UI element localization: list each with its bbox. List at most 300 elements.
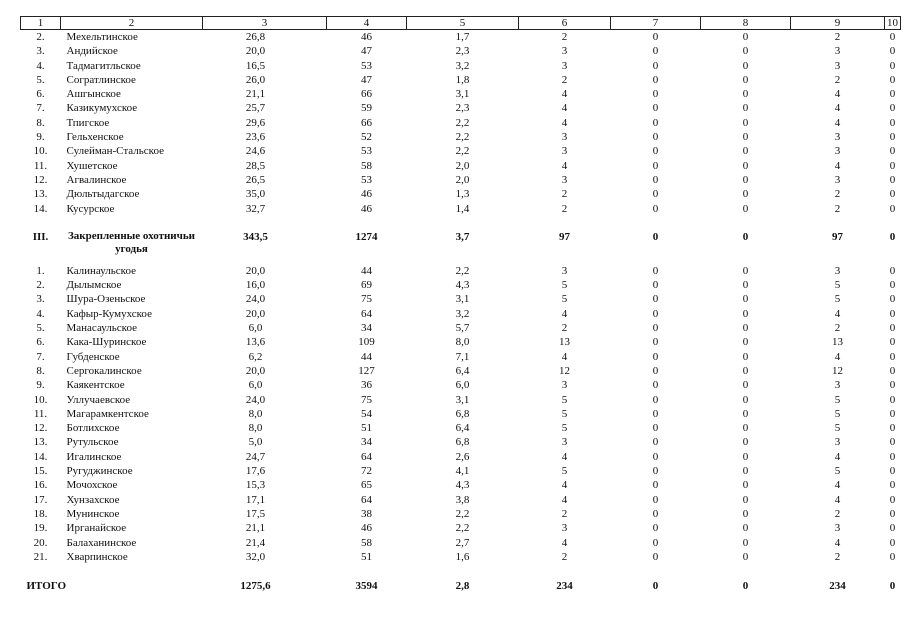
count: 75 xyxy=(361,393,372,406)
count: 54 xyxy=(361,407,372,420)
region-name: Андийское xyxy=(66,45,118,58)
quota: 2 xyxy=(561,507,568,520)
density: 3,1 xyxy=(455,88,470,101)
col-8: 0 xyxy=(742,322,749,335)
col-7: 0 xyxy=(652,364,659,377)
table-row xyxy=(21,450,901,464)
row-number: 10. xyxy=(33,145,48,158)
quota: 2 xyxy=(561,73,568,86)
col-10: 0 xyxy=(889,422,896,435)
row-number: 7. xyxy=(36,102,45,115)
table-row xyxy=(21,550,901,564)
region-name: Балаханинское xyxy=(66,536,137,549)
row-number: 5. xyxy=(36,73,45,86)
count: 64 xyxy=(361,307,372,320)
table-row xyxy=(21,493,901,507)
region-name: Ругуджинское xyxy=(66,465,133,478)
density: 4,3 xyxy=(455,279,470,292)
table-row xyxy=(21,278,901,292)
area: 17,5 xyxy=(245,507,266,520)
col-7: 0 xyxy=(652,550,659,563)
col-7: 0 xyxy=(652,336,659,349)
row-number: 17. xyxy=(33,493,48,506)
region-name: Хварпинское xyxy=(66,550,128,563)
col-9: 3 xyxy=(834,436,841,449)
col-7: 0 xyxy=(652,307,659,320)
row-number: 18. xyxy=(33,507,48,520)
col-7: 0 xyxy=(652,73,659,86)
quota: 13 xyxy=(559,336,570,349)
area: 16,5 xyxy=(245,59,266,72)
col-10: 0 xyxy=(889,88,896,101)
area: 15,3 xyxy=(245,479,266,492)
region-name: Кафыр-Кумухское xyxy=(66,307,152,320)
col-10: 0 xyxy=(889,173,896,186)
area: 8,0 xyxy=(248,422,263,435)
col-7: 0 xyxy=(652,188,659,201)
area: 17,6 xyxy=(245,465,266,478)
col-10: 0 xyxy=(889,230,896,243)
quota: 3 xyxy=(561,145,568,158)
col-10: 0 xyxy=(889,202,896,215)
count: 34 xyxy=(361,322,372,335)
area: 21,4 xyxy=(245,536,266,549)
col-9: 12 xyxy=(832,364,843,377)
row-number: 11. xyxy=(33,407,48,420)
quota: 3 xyxy=(561,131,568,144)
col-7: 0 xyxy=(652,293,659,306)
col-10: 0 xyxy=(889,59,896,72)
table-row xyxy=(21,435,901,449)
row-number: 14. xyxy=(33,450,48,463)
col-9: 5 xyxy=(834,465,841,478)
col-9: 4 xyxy=(834,88,841,101)
quota: 5 xyxy=(561,279,568,292)
col-10: 0 xyxy=(889,293,896,306)
area: 32,0 xyxy=(245,550,266,563)
header-cell: 10 xyxy=(885,17,901,30)
table-row xyxy=(21,73,901,87)
quota: 2 xyxy=(561,550,568,563)
count: 34 xyxy=(361,436,372,449)
count: 58 xyxy=(361,536,372,549)
count: 36 xyxy=(361,379,372,392)
row-number: 5. xyxy=(36,322,45,335)
row-number: 8. xyxy=(36,116,45,129)
region-name: Гельхенское xyxy=(66,131,124,144)
count: 72 xyxy=(361,465,372,478)
col-10: 0 xyxy=(889,364,896,377)
count: 38 xyxy=(361,507,372,520)
col-8: 0 xyxy=(742,336,749,349)
region-name: Мунинское xyxy=(66,507,120,520)
col-8: 0 xyxy=(742,450,749,463)
col-8: 0 xyxy=(742,88,749,101)
region-name: Уллучаевское xyxy=(66,393,131,406)
density: 2,7 xyxy=(455,536,470,549)
table-row xyxy=(21,116,901,130)
col-7: 0 xyxy=(652,393,659,406)
area: 35,0 xyxy=(245,188,266,201)
col-7: 0 xyxy=(652,579,659,592)
density: 2,2 xyxy=(455,145,470,158)
col-8: 0 xyxy=(742,188,749,201)
region-name: Дылымское xyxy=(66,279,122,292)
col-9: 4 xyxy=(834,116,841,129)
area: 21,1 xyxy=(245,88,266,101)
col-10: 0 xyxy=(889,159,896,172)
table-row xyxy=(21,378,901,392)
density: 3,7 xyxy=(455,230,470,243)
density: 6,4 xyxy=(455,422,470,435)
count: 44 xyxy=(361,350,372,363)
col-8: 0 xyxy=(742,522,749,535)
col-8: 0 xyxy=(742,293,749,306)
density: 1,3 xyxy=(455,188,470,201)
col-10: 0 xyxy=(889,436,896,449)
col-10: 0 xyxy=(889,536,896,549)
col-8: 0 xyxy=(742,579,749,592)
quota: 5 xyxy=(561,393,568,406)
col-8: 0 xyxy=(742,59,749,72)
area: 24,0 xyxy=(245,293,266,306)
quota: 3 xyxy=(561,522,568,535)
area: 25,7 xyxy=(245,102,266,115)
col-10: 0 xyxy=(889,393,896,406)
count: 65 xyxy=(361,479,372,492)
table-row xyxy=(21,59,901,73)
row-number: 1. xyxy=(36,264,45,277)
col-8: 0 xyxy=(742,422,749,435)
density: 1,4 xyxy=(455,202,470,215)
table-row xyxy=(21,521,901,535)
quota: 3 xyxy=(561,45,568,58)
col-10: 0 xyxy=(889,145,896,158)
col-9: 4 xyxy=(834,159,841,172)
row-number: 7. xyxy=(36,350,45,363)
count: 64 xyxy=(361,450,372,463)
col-10: 0 xyxy=(889,522,896,535)
density: 7,1 xyxy=(455,350,470,363)
col-10: 0 xyxy=(889,116,896,129)
quota: 3 xyxy=(561,264,568,277)
document-sheet xyxy=(20,16,900,594)
area: 26,0 xyxy=(245,73,266,86)
count: 51 xyxy=(361,422,372,435)
col-10: 0 xyxy=(889,379,896,392)
col-9: 4 xyxy=(834,493,841,506)
region-name: Хушетское xyxy=(66,159,118,172)
count: 52 xyxy=(361,131,372,144)
header-cell: 5 xyxy=(407,17,519,30)
table-row xyxy=(21,144,901,158)
density: 6,4 xyxy=(455,364,470,377)
col-7: 0 xyxy=(652,422,659,435)
col-10: 0 xyxy=(889,102,896,115)
col-9: 3 xyxy=(834,173,841,186)
area: 32,7 xyxy=(245,202,266,215)
table-row xyxy=(21,159,901,173)
region-name: Согратлинское xyxy=(66,73,136,86)
col-10: 0 xyxy=(889,73,896,86)
region-name: Кусурское xyxy=(66,202,115,215)
col-9: 3 xyxy=(834,264,841,277)
table-row xyxy=(21,292,901,306)
col-8: 0 xyxy=(742,393,749,406)
region-name: Мочохское xyxy=(66,479,118,492)
count: 46 xyxy=(361,522,372,535)
count: 59 xyxy=(361,102,372,115)
region-name: Ашгынское xyxy=(66,88,121,101)
col-9: 97 xyxy=(832,230,843,243)
col-7: 0 xyxy=(652,507,659,520)
col-8: 0 xyxy=(742,479,749,492)
quota: 4 xyxy=(561,479,568,492)
col-10: 0 xyxy=(889,279,896,292)
area: 5,0 xyxy=(248,436,263,449)
col-10: 0 xyxy=(889,550,896,563)
col-9: 4 xyxy=(834,479,841,492)
row-number: 16. xyxy=(33,479,48,492)
col-8: 0 xyxy=(742,550,749,563)
col-9: 5 xyxy=(834,407,841,420)
density: 2,2 xyxy=(455,116,470,129)
count: 58 xyxy=(361,159,372,172)
row-number: 3. xyxy=(36,293,45,306)
density: 2,8 xyxy=(455,579,470,592)
row-number: 12. xyxy=(33,422,48,435)
row-number: 9. xyxy=(36,379,45,392)
row-number: 21. xyxy=(33,550,48,563)
col-8: 0 xyxy=(742,279,749,292)
header-cell: 1 xyxy=(21,17,61,30)
table-row xyxy=(21,307,901,321)
area: 24,6 xyxy=(245,145,266,158)
region-name: Кака-Шуринское xyxy=(66,336,147,349)
col-8: 0 xyxy=(742,173,749,186)
density: 8,0 xyxy=(455,336,470,349)
density: 4,1 xyxy=(455,465,470,478)
area: 29,6 xyxy=(245,116,266,129)
col-9: 4 xyxy=(834,350,841,363)
col-9: 2 xyxy=(834,507,841,520)
col-8: 0 xyxy=(742,364,749,377)
col-7: 0 xyxy=(652,102,659,115)
col-10: 0 xyxy=(889,322,896,335)
col-7: 0 xyxy=(652,322,659,335)
density: 3,1 xyxy=(455,293,470,306)
region-name: Ирганайское xyxy=(66,522,127,535)
density: 2,3 xyxy=(455,102,470,115)
table-row xyxy=(21,321,901,335)
region-name: Ботлихское xyxy=(66,422,120,435)
quota: 3 xyxy=(561,436,568,449)
density: 2,3 xyxy=(455,45,470,58)
row-number: 11. xyxy=(33,159,48,172)
section-title: Закрепленные охотничьи угодья xyxy=(67,229,196,255)
col-8: 0 xyxy=(742,379,749,392)
quota: 4 xyxy=(561,102,568,115)
region-name: Тадмагитльское xyxy=(66,59,141,72)
quota: 2 xyxy=(561,31,568,43)
col-10: 0 xyxy=(889,188,896,201)
table-row xyxy=(21,335,901,349)
count: 44 xyxy=(361,264,372,277)
col-7: 0 xyxy=(652,173,659,186)
area: 8,0 xyxy=(248,407,263,420)
quota: 2 xyxy=(561,188,568,201)
area: 6,2 xyxy=(248,350,263,363)
col-9: 2 xyxy=(834,188,841,201)
section-number: III. xyxy=(32,230,49,243)
col-9: 2 xyxy=(834,322,841,335)
col-8: 0 xyxy=(742,407,749,420)
header-row xyxy=(21,17,901,30)
area: 28,5 xyxy=(245,159,266,172)
quota: 5 xyxy=(561,293,568,306)
row-number: 2. xyxy=(36,279,45,292)
density: 1,6 xyxy=(455,550,470,563)
count: 109 xyxy=(358,336,375,349)
row-number: 4. xyxy=(36,59,45,72)
col-10: 0 xyxy=(889,45,896,58)
density: 2,0 xyxy=(455,173,470,186)
count: 66 xyxy=(361,116,372,129)
count: 46 xyxy=(361,188,372,201)
count: 46 xyxy=(361,202,372,215)
table-row xyxy=(21,264,901,278)
spacer-row xyxy=(21,216,901,230)
density: 6,8 xyxy=(455,436,470,449)
density: 1,8 xyxy=(455,73,470,86)
area: 17,1 xyxy=(245,493,266,506)
table-row xyxy=(21,536,901,550)
col-10: 0 xyxy=(889,264,896,277)
row-number: 2. xyxy=(36,31,45,43)
header-cell: 8 xyxy=(701,17,791,30)
col-8: 0 xyxy=(742,102,749,115)
quota: 2 xyxy=(561,202,568,215)
col-7: 0 xyxy=(652,131,659,144)
col-7: 0 xyxy=(652,279,659,292)
col-8: 0 xyxy=(742,307,749,320)
count: 127 xyxy=(358,364,375,377)
col-9: 3 xyxy=(834,379,841,392)
area: 26,8 xyxy=(245,31,266,43)
table-row xyxy=(21,30,901,45)
table-row xyxy=(21,364,901,378)
col-10: 0 xyxy=(889,407,896,420)
col-7: 0 xyxy=(652,536,659,549)
count: 75 xyxy=(361,293,372,306)
quota: 2 xyxy=(561,322,568,335)
col-9: 2 xyxy=(834,73,841,86)
region-name: Хунзахское xyxy=(66,493,120,506)
region-name: Рутульское xyxy=(66,436,119,449)
col-7: 0 xyxy=(652,159,659,172)
col-10: 0 xyxy=(889,493,896,506)
col-10: 0 xyxy=(889,31,896,43)
density: 3,1 xyxy=(455,393,470,406)
col-7: 0 xyxy=(652,493,659,506)
density: 2,2 xyxy=(455,522,470,535)
col-9: 4 xyxy=(834,102,841,115)
row-number: 20. xyxy=(33,536,48,549)
header-cell: 4 xyxy=(327,17,407,30)
area: 343,5 xyxy=(243,230,268,243)
quota: 4 xyxy=(561,350,568,363)
spacer-row xyxy=(21,256,901,264)
col-9: 13 xyxy=(832,336,843,349)
col-9: 4 xyxy=(834,536,841,549)
table-row xyxy=(21,464,901,478)
col-7: 0 xyxy=(652,116,659,129)
header-cell: 9 xyxy=(791,17,885,30)
col-10: 0 xyxy=(889,336,896,349)
quota: 3 xyxy=(561,173,568,186)
row-number: 8. xyxy=(36,364,45,377)
row-number: 4. xyxy=(36,307,45,320)
spacer-cell xyxy=(21,564,901,578)
col-8: 0 xyxy=(742,145,749,158)
row-number: 9. xyxy=(36,131,45,144)
region-name: Тпигское xyxy=(66,116,110,129)
region-name: Сулейман-Стальское xyxy=(66,145,164,158)
area: 13,6 xyxy=(245,336,266,349)
area: 20,0 xyxy=(245,307,266,320)
quota: 3 xyxy=(561,379,568,392)
count: 1274 xyxy=(355,230,378,243)
count: 53 xyxy=(361,145,372,158)
col-8: 0 xyxy=(742,350,749,363)
region-name: Агвалинское xyxy=(66,173,127,186)
density: 2,2 xyxy=(455,264,470,277)
row-number: 15. xyxy=(33,465,48,478)
col-8: 0 xyxy=(742,436,749,449)
count: 64 xyxy=(361,493,372,506)
count: 3594 xyxy=(355,579,378,592)
col-7: 0 xyxy=(652,379,659,392)
col-8: 0 xyxy=(742,465,749,478)
col-8: 0 xyxy=(742,31,749,43)
table-row xyxy=(21,350,901,364)
col-9: 5 xyxy=(834,393,841,406)
quota: 5 xyxy=(561,465,568,478)
col-10: 0 xyxy=(889,307,896,320)
area: 21,1 xyxy=(245,522,266,535)
table-row xyxy=(21,393,901,407)
region-name: Мехельтинское xyxy=(66,31,138,43)
region-name: Казикумухское xyxy=(66,102,138,115)
table-row xyxy=(21,407,901,421)
row-number: 14. xyxy=(33,202,48,215)
col-7: 0 xyxy=(652,407,659,420)
region-name: Дюльтыдагское xyxy=(66,188,140,201)
region-name: Магарамкентское xyxy=(66,407,149,420)
col-10: 0 xyxy=(889,350,896,363)
quota: 4 xyxy=(561,493,568,506)
count: 53 xyxy=(361,173,372,186)
col-9: 3 xyxy=(834,59,841,72)
col-7: 0 xyxy=(652,465,659,478)
quota: 5 xyxy=(561,407,568,420)
spacer-cell xyxy=(21,256,901,264)
density: 6,8 xyxy=(455,407,470,420)
quota: 234 xyxy=(556,579,573,592)
table-row xyxy=(21,173,901,187)
quota: 3 xyxy=(561,59,568,72)
col-8: 0 xyxy=(742,202,749,215)
